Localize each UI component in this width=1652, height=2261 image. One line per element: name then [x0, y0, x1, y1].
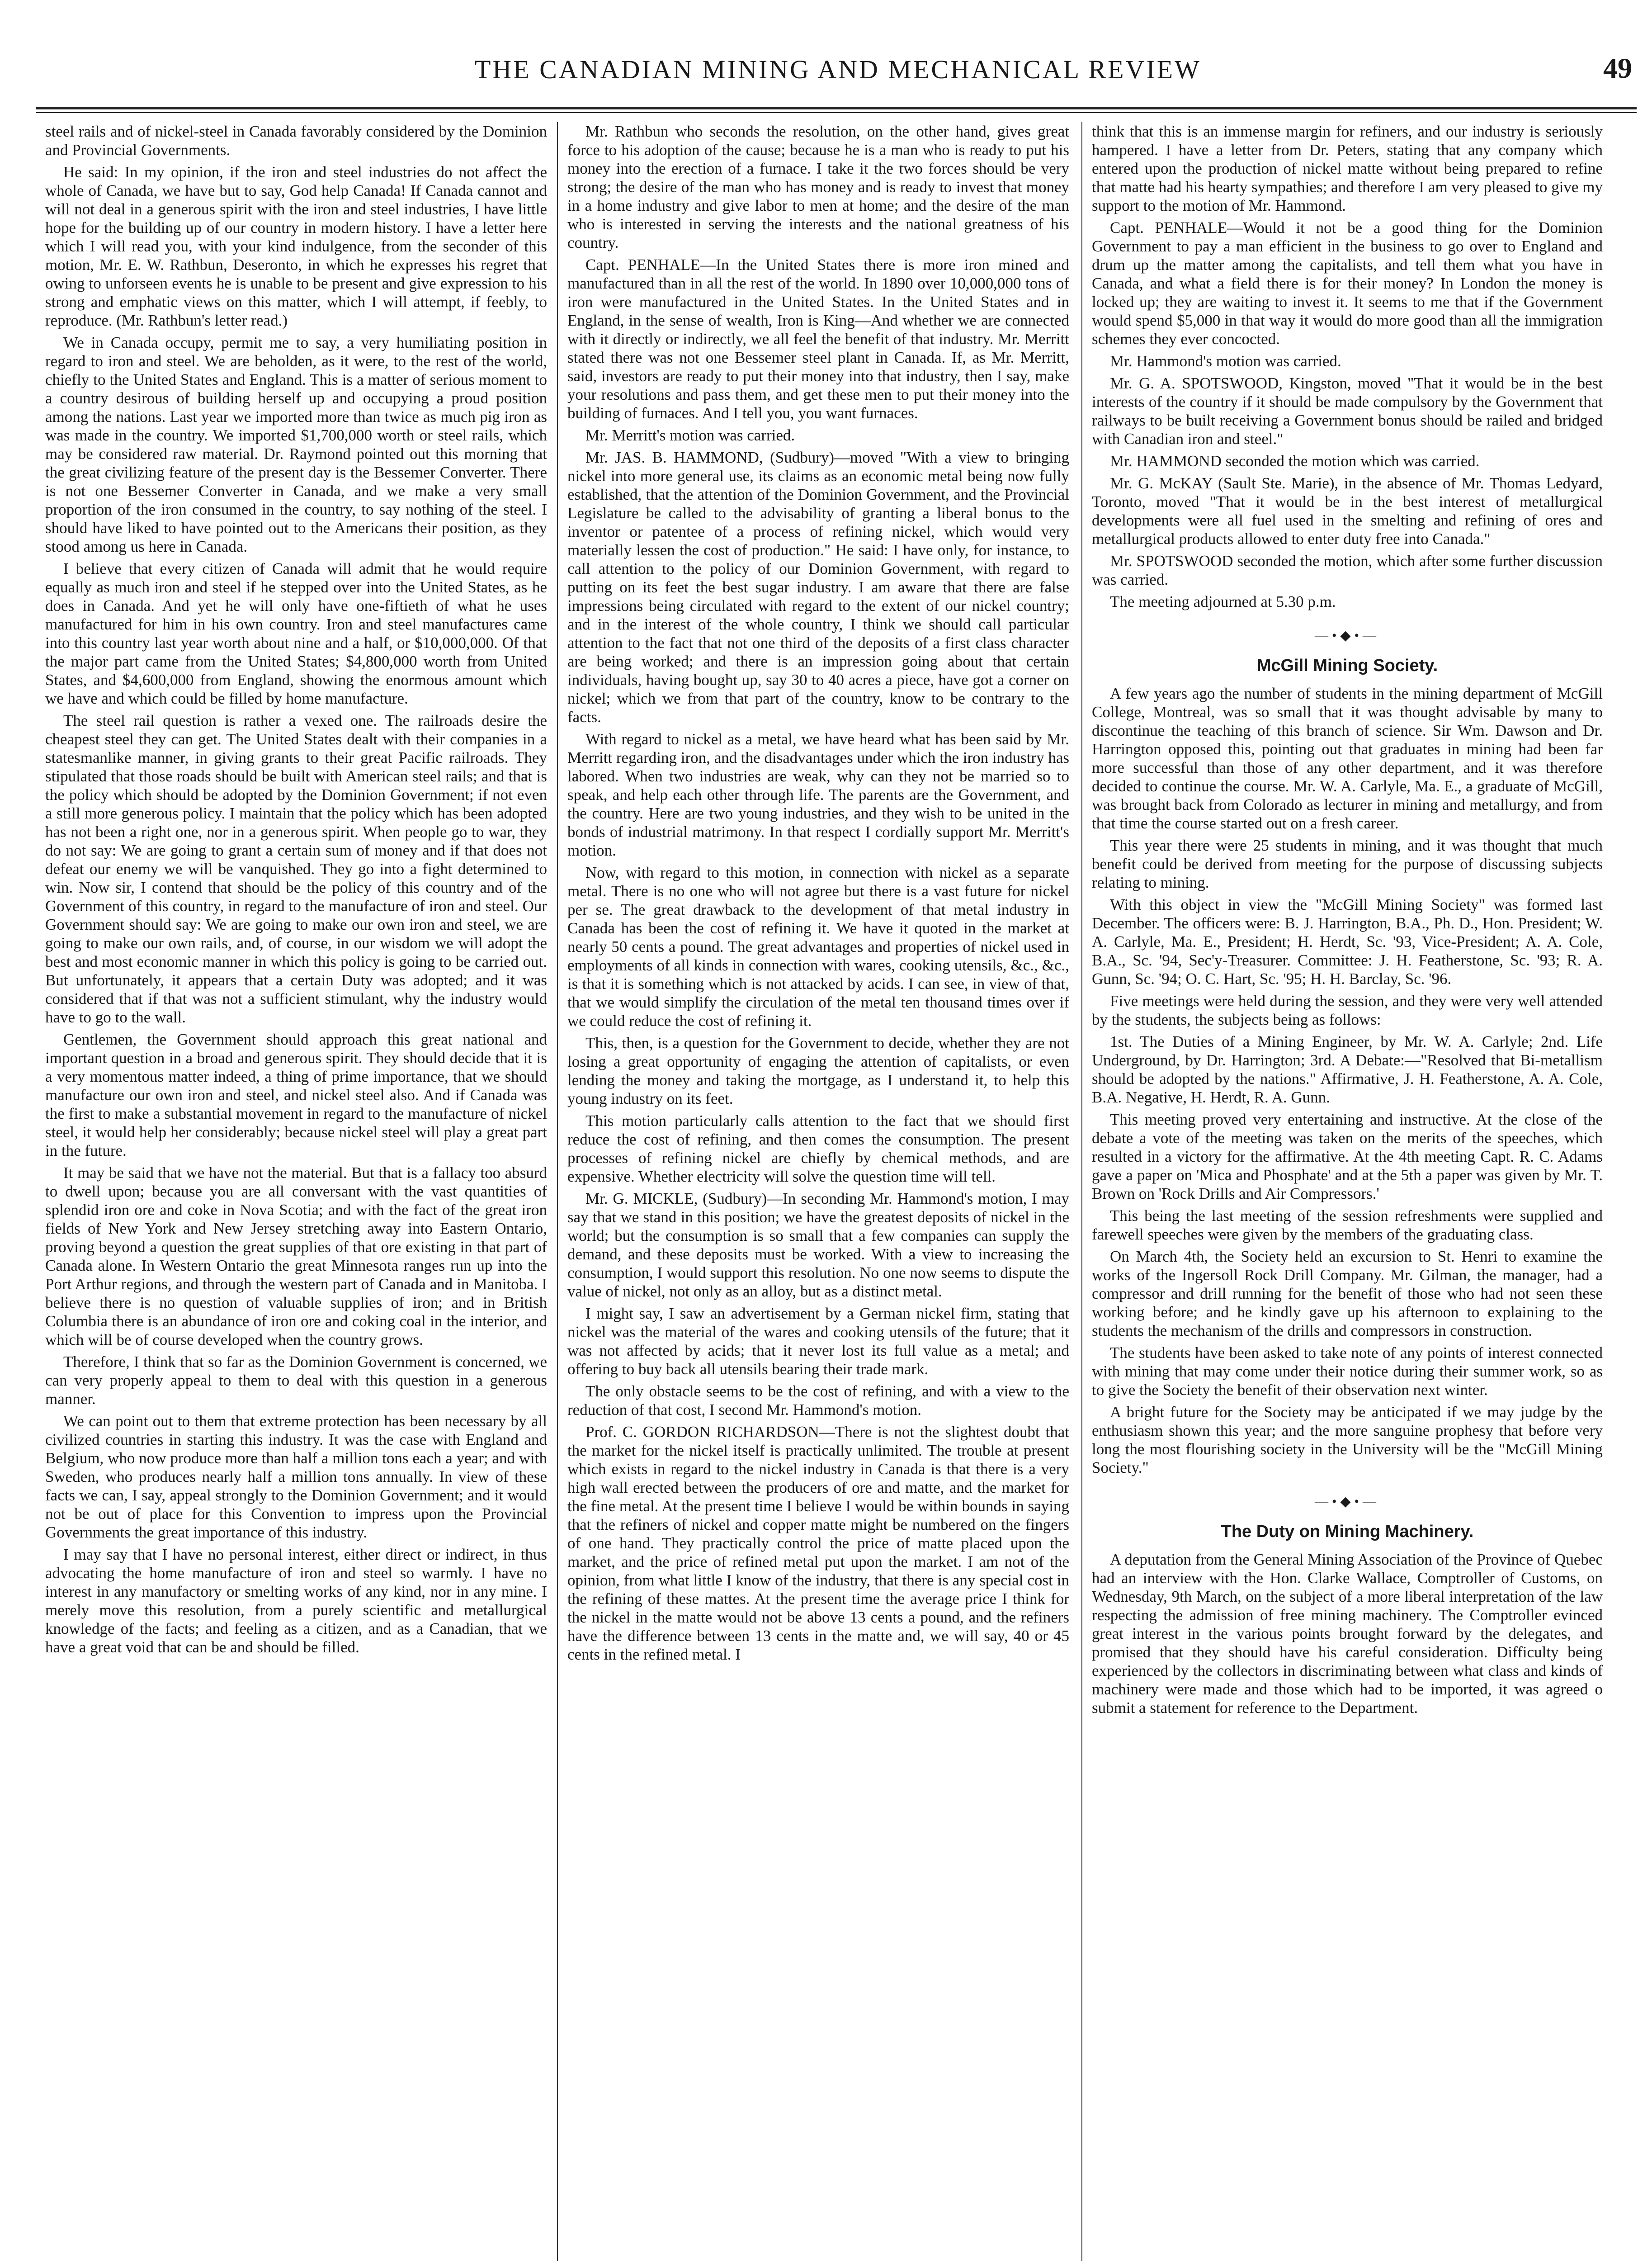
paragraph: Five meetings were held during the session, and they were very well attended by the students, the subjects being as follows: [1092, 992, 1603, 1028]
column-2 [567, 122, 1069, 2261]
paragraph: This, then, is a question for the Government to decide, whether they are not losing a great opportunity of engaging the attention of capitalists, or even lending the money and taking the mortgage, as I understand it, to help this young industry on its feet. [567, 1034, 1069, 1107]
paragraph: The only obstacle seems to be the cost of refining, and with a view to the reduction of that cost, I second Mr. Hammond's motion. [567, 1382, 1069, 1419]
paragraph: Capt. PENHALE—In the United States there is more iron mined and manufactured than in all the rest of the world. In 1890 over 10,000,000 tons of iron were manufactured in the United States. In the United States and in England, in the sense of wealth, Iron is King—And whether we are connected with it directly or indirectly, we all feel the benefit of that industry. Mr. Merritt stated there was not one Bessemer steel plant in Canada. If, as Mr. Merritt, said, investors are ready to put their money into that industry, then I say, make your resolutions and pass them, and get these men to put their money into the building of furnaces. And I tell you, you want furnaces. [567, 256, 1069, 422]
header-rule-thin [36, 112, 1637, 113]
paragraph: Therefore, I think that so far as the Dominion Government is concerned, we can very properly appeal to them to deal with this question in a generous manner. [45, 1353, 547, 1408]
paragraph: We can point out to them that extreme protection has been necessary by all civilized countries in starting this industry. It was the case with England and Belgium, who now produce more than half a million tons each a year; and with Sweden, who produces nearly half a million tons annually. In view of these facts we can, I say, appeal strongly to the Dominion Government; and it would not be out of place for this Convention to impress upon the Provincial Governments the great importance of this industry. [45, 1412, 547, 1541]
paragraph: We in Canada occupy, permit me to say, a very humiliating position in regard to iron and steel. We are beholden, as it were, to the rest of the world, chiefly to the United States and England. This is a matter of serious moment to a country desirous of building herself up and occupying a proud position among the nations. Last year we imported more than twice as much pig iron as was made in the country. We imported $1,700,000 worth or steel rails, which may be considered raw material. Dr. Raymond pointed out this morning that the great civilizing feature of the present day is the Bessemer Converter. There is not one Bessemer Converter in Canada, and we make a very small proportion of the iron consumed in the country, to say nothing of the steel. I should have liked to have pointed out to the Americans their position, as they stood among us here in Canada. [45, 334, 547, 555]
paragraph: This meeting proved very entertaining and instructive. At the close of the debate a vote of the meeting was taken on the merits of the speeches, which resulted in a victory for the affirmative. At the 4th meeting Capt. R. C. Adams gave a paper on 'Mica and Phosphate' and at the 5th a paper was given by Mr. T. Brown on 'Rock Drills and Air Compressors.' [1092, 1111, 1603, 1202]
paragraph: think that this is an immense margin for refiners, and our industry is seriously hampered. I have a letter from Dr. Peters, stating that any company which entered upon the production of nickel matte without being prepared to refine that matte had his hearty sympathies; and therefore I am very pleased to give my support to the motion of Mr. Hammond. [1092, 123, 1603, 214]
paragraph: With this object in view the "McGill Mining Society" was formed last December. The officers were: B. J. Harrington, B.A., Ph. D., Hon. President; W. A. Carlyle, Ma. E., President; H. Herdt, Sc. '93, Vice-President; A. A. Cole, B.A., Sc. '94, Sec'y-Treasurer. Committee: J. H. Featherstone, Sc. '93; R. A. Gunn, Sc. '94; O. C. Hart, Sc. '95; H. H. Barclay, Sc. '96. [1092, 896, 1603, 988]
paragraph: This motion particularly calls attention to the fact that we should first reduce the cost of refining, and then comes the consumption. The present processes of refining nickel are chiefly by chemical methods, and are expensive. Whether electricity will solve the question time will tell. [567, 1112, 1069, 1185]
column-divider [1081, 122, 1082, 2261]
journal-title: THE CANADIAN MINING AND MECHANICAL REVIEW [475, 55, 1201, 84]
paragraph: A few years ago the number of students in the mining department of McGill College, Montreal, was so small that it was thought advisable by many to discontinue the teaching of this branch of science. Sir Wm. Dawson and Dr. Harrington opposed this, pointing out that graduates in mining had been far more successful than those of any other department, and it was therefore decided to continue the course. Mr. W. A. Carlyle, Ma. E., a graduate of McGill, was brought back from Colorado as lecturer in mining and metallurgy, and from that time the course started out on a fresh career. [1092, 685, 1603, 832]
paragraph: With regard to nickel as a metal, we have heard what has been said by Mr. Merritt regarding iron, and the disadvantages under which the iron industry has labored. When two industries are weak, why can they not be married so to speak, and help each other through life. The parents are the Government, and the country. Here are two young industries, and they wish to be united in the bonds of industrial matrimony. In that respect I cordially support Mr. Merritt's motion. [567, 730, 1069, 859]
column-1 [45, 122, 547, 2261]
paragraph: Mr. HAMMOND seconded the motion which was carried. [1110, 452, 1480, 470]
paragraph: Now, with regard to this motion, in connection with nickel as a separate metal. There is no one who will not agree but there is a vast future for nickel per se. The great drawback to the development of that metal industry in Canada has been the cost of refining it. We have it quoted in the market at nearly 50 cents a pound. The great advantages and properties of nickel used in employments of all kinds in connection with wares, cooking utensils, &c., &c., is that it is something which is not attacked by acids. I can see, in view of that, that we would simplify the circulation of the metal ten thousand times over if we could reduce the cost of refining it. [567, 864, 1069, 1030]
paragraph: He said: In my opinion, if the iron and steel industries do not affect the whole of Canada, we have but to say, God help Canada! If Canada cannot and will not deal in a generous spirit with the iron and steel industries, I have little hope for the building up of our country in modern history. I have a letter here which I will read you, with your kind indulgence, from the seconder of this motion, Mr. E. W. Rathbun, Deseronto, in which he expresses his regret that owing to unforseen events he is unable to be present and give expression to his strong and emphatic views on this matter, which I will attempt, if feebly, to reproduce. (Mr. Rathbun's letter read.) [45, 163, 547, 329]
paragraph: Mr. G. MICKLE, (Sudbury)—In seconding Mr. Hammond's motion, I may say that we stand in this position; we have the greatest deposits of nickel in the world; but the consumption is so small that a few companies can supply the demand, and these deposits must be worked. With a view to increasing the consumption, I would support this resolution. No one now seems to dispute the value of nickel, not only as an alloy, but as a distinct metal. [567, 1190, 1069, 1300]
running-head [41, 54, 1641, 99]
paragraph: I believe that every citizen of Canada will admit that he would require equally as much iron and steel if he stepped over into the United States, as he does in Canada. And yet he will only have one-fiftieth of what he uses manufactured for him in his own country. Iron and steel manufactures came into this country last year worth about nine and a half, or $10,000,000. Of that the major part came from the United States; $4,800,000 worth from United States, and $4,600,000 from England, showing the enormous amount which we have and which could be filled by home manufacture. [45, 560, 547, 707]
paragraph: The meeting adjourned at 5.30 p.m. [1110, 593, 1336, 610]
paragraph: Mr. Rathbun who seconds the resolution, on the other hand, gives great force to his adoption of the cause; because he is a man who is ready to put his money into the erection of a furnace. I take it the two forces should be very strong; the desire of the man who has money and is ready to invest that money in a home industry and give labor to men at home; and the desire of the man who is interested in serving the interests and the national greatness of his country. [567, 123, 1069, 251]
paragraph: I might say, I saw an advertisement by a German nickel firm, stating that nickel was the material of the wares and cooking utensils of the future; that it was not affected by acids; that it never lost its full value as a metal; and offering to buy back all utensils bearing their trade mark. [567, 1305, 1069, 1378]
paragraph: Gentlemen, the Government should approach this great national and important question in a broad and generous spirit. They should decide that it is a very momentous matter indeed, a thing of prime importance, that we should manufacture our own iron and steel, and nickel steel also. And if Canada was the first to make a substantial movement in regard to the manufacture of nickel steel, it would help her considerably; because nickel steel will play a great part in the future. [45, 1031, 547, 1159]
paragraph: Mr. Hammond's motion was carried. [1110, 352, 1341, 370]
paragraph: Capt. PENHALE—Would it not be a good thing for the Dominion Government to pay a man efficient in the business to go over to England and drum up the matter among the capitalists, and tell them what you have in Canada, and what a field there is for their money? In London the money is locked up; they are waiting to invest it. It seems to me that if the Government would spend $5,000 in that way it would do more good than all the immigration schemes they ever concocted. [1092, 219, 1603, 348]
paragraph: On March 4th, the Society held an excursion to St. Henri to examine the works of the Ingersoll Rock Drill Company. Mr. Gilman, the manager, had a compressor and drill running for the benefit of those who had not seen these working before; and he kindly gave up his afternoon to explaining to the students the mechanism of the drills and compressors in construction. [1092, 1248, 1603, 1339]
column-divider [557, 122, 558, 2261]
paragraph: A deputation from the General Mining Association of the Province of Quebec had an interview with the Hon. Clarke Wallace, Comptroller of Customs, on Wednesday, 9th March, on the subject of a more liberal interpretation of the law respecting the admission of free mining machinery. The Comptroller evinced great interest in the various points brought forward by the delegates, and promised that they should have his careful consideration. Difficulty being experienced by the collectors in discriminating between what class and kinds of machinery were made and those which had to be imported, it was agreed o submit a statement for reference to the Department. [1092, 1551, 1603, 1717]
paragraph: I may say that I have no personal interest, either direct or indirect, in thus advocating the home manufacture of iron and steel so warmly. I have no interest in any manufactory or smelting works of any kind, nor in any mine. I merely move this resolution, from a purely scientific and metallurgical knowledge of the facts; and feeling as a citizen, and as a Canadian, that we have a great void that can be and should be filled. [45, 1546, 547, 1656]
section-ornament: —•◆•— [1314, 1494, 1380, 1509]
paragraph: The steel rail question is rather a vexed one. The railroads desire the cheapest steel they can get. The United States dealt with their companies in a statesmanlike manner, in giving grants to their great Pacific railroads. They stipulated that those roads should be built with American steel rails; and that is the policy which should be adopted by the Dominion Government; if not even a still more generous policy. I maintain that the policy which has been adopted has not been a right one, nor in a generous spirit. When people go to war, they do not say: We are going to grant a certain sum of money and if that does not defeat our enemy we will be vanquished. They go into a fight determined to win. Now sir, I contend that should be the policy of this country and of the Government of this country, in regard to the manufacture of iron and steel. Our Government should say: We are going to make our own iron and steel, we are going to make our own rails, and, of course, in our wisdom we will adopt the best and most economic manner in which this policy is going to be carried out. But unfortunately, it appears that a certain Duty was adopted; and it was considered that if that was not a sufficient stimulant, why the industry would have to go to the wall. [45, 712, 547, 1026]
paragraph: Prof. C. GORDON RICHARDSON—There is not the slightest doubt that the market for the nickel itself is practically unlimited. The trouble at present which exists in regard to the nickel industry in Canada is that there is a very high wall erected between the producers of ore and matte, and the market for the fine metal. At the present time I believe I would be within bounds in saying that the refiners of nickel and copper matte might be numbered on the fingers of one hand. They practically control the price of matte placed upon the market, and the price of refined metal put upon the market. I am not of the opinion, from what little I know of the industry, that there is any special cost in the refining of these mattes. At the present time the average price I think for the nickel in the matte would not be above 13 cents a pound, and the refiners have the difference between 13 cents in the matte and, we will say, 40 or 45 cents in the refined metal. I [567, 1423, 1069, 1663]
header-rule-thick [36, 107, 1637, 109]
column-3 [1092, 122, 1603, 2261]
paragraph: 1st. The Duties of a Mining Engineer, by Mr. W. A. Carlyle; 2nd. Life Underground, by Dr. Harrington; 3rd. A Debate:—"Resolved that Bi-metallism should be adopted by the nations." Affirmative, J. H. Featherstone, A. A. Cole, B.A. Negative, H. Herdt, R. A. Gunn. [1092, 1033, 1603, 1106]
section-heading-duty: The Duty on Mining Machinery. [1221, 1522, 1474, 1541]
paragraph: A bright future for the Society may be anticipated if we may judge by the enthusiasm shown this year; and the more sanguine prophesy that before very long the most flourishing society in the University will be the "McGill Mining Society." [1092, 1403, 1603, 1476]
paragraph: It may be said that we have not the material. But that is a fallacy too absurd to dwell upon; because you are all conversant with the vast quantities of splendid iron ore and coke in Nova Scotia; and with the fact of the great iron fields of New York and New Jersey stretching away into Eastern Ontario, proving beyond a question the great supplies of that ore existing in that part of Canada alone. In Western Ontario the great Minnesota ranges run up into the Port Arthur regions, and through the western part of Canada and in Manitoba. I believe there is no question of valuable supplies of iron; and in British Columbia there is an abundance of iron ore and coking coal in the interior, and which will be of course developed when the country grows. [45, 1164, 547, 1348]
section-ornament: —•◆•— [1314, 628, 1380, 643]
paragraph: Mr. G. McKAY (Sault Ste. Marie), in the absence of Mr. Thomas Ledyard, Toronto, moved "That it would be in the best interest of metallurgical developments were all fuel used in the smelting and refining of ores and metallurgical products allowed to enter duty free into Canada." [1092, 474, 1603, 548]
paragraph: Mr. JAS. B. HAMMOND, (Sudbury)—moved "With a view to bringing nickel into more general use, its claims as an economic metal being now fully established, that the attention of the Dominion Government, and the Provincial Legislature be called to the advisability of granting a liberal bonus to the inventor or patentee of a process of refining nickel, which would very materially lessen the cost of production." He said: I have only, for instance, to call attention to the policy of our Dominion Government, with regard to putting on its feet the best sugar industry. I am aware that there are false impressions being circulated with regard to the extent of our nickel country; and in the interest of the whole country, I think we should call particular attention to the fact that not one third of the deposits of a first class character are being worked; and there is an impression going about that certain individuals, having bought up, say 30 to 40 acres a piece, have got a corner on nickel; which we from that part of the country, know to be contrary to the facts. [567, 449, 1069, 726]
paragraph: steel rails and of nickel-steel in Canada favorably considered by the Dominion and Provincial Governments. [45, 123, 547, 159]
page-number: 49 [1603, 52, 1632, 84]
paragraph: Mr. G. A. SPOTSWOOD, Kingston, moved "That it would be in the best interests of the country if it should be made compulsory by the Government that railways to be built receiving a Government bonus should be railed and bridged with Canadian iron and steel." [1092, 374, 1603, 448]
paragraph: This year there were 25 students in mining, and it was thought that much benefit could be derived from meeting for the purpose of discussing subjects relating to mining. [1092, 837, 1603, 891]
section-heading-mcgill: McGill Mining Society. [1256, 656, 1438, 675]
paragraph: Mr. SPOTSWOOD seconded the motion, which after some further discussion was carried. [1092, 552, 1603, 588]
paragraph: The students have been asked to take note of any points of interest connected with mining that may come under their notice during their summer work, so as to give the Society the benefit of their observation next winter. [1092, 1344, 1603, 1399]
paragraph: Mr. Merritt's motion was carried. [585, 426, 795, 444]
paragraph: This being the last meeting of the session refreshments were supplied and farewell speeches were given by the members of the graduating class. [1092, 1207, 1603, 1243]
